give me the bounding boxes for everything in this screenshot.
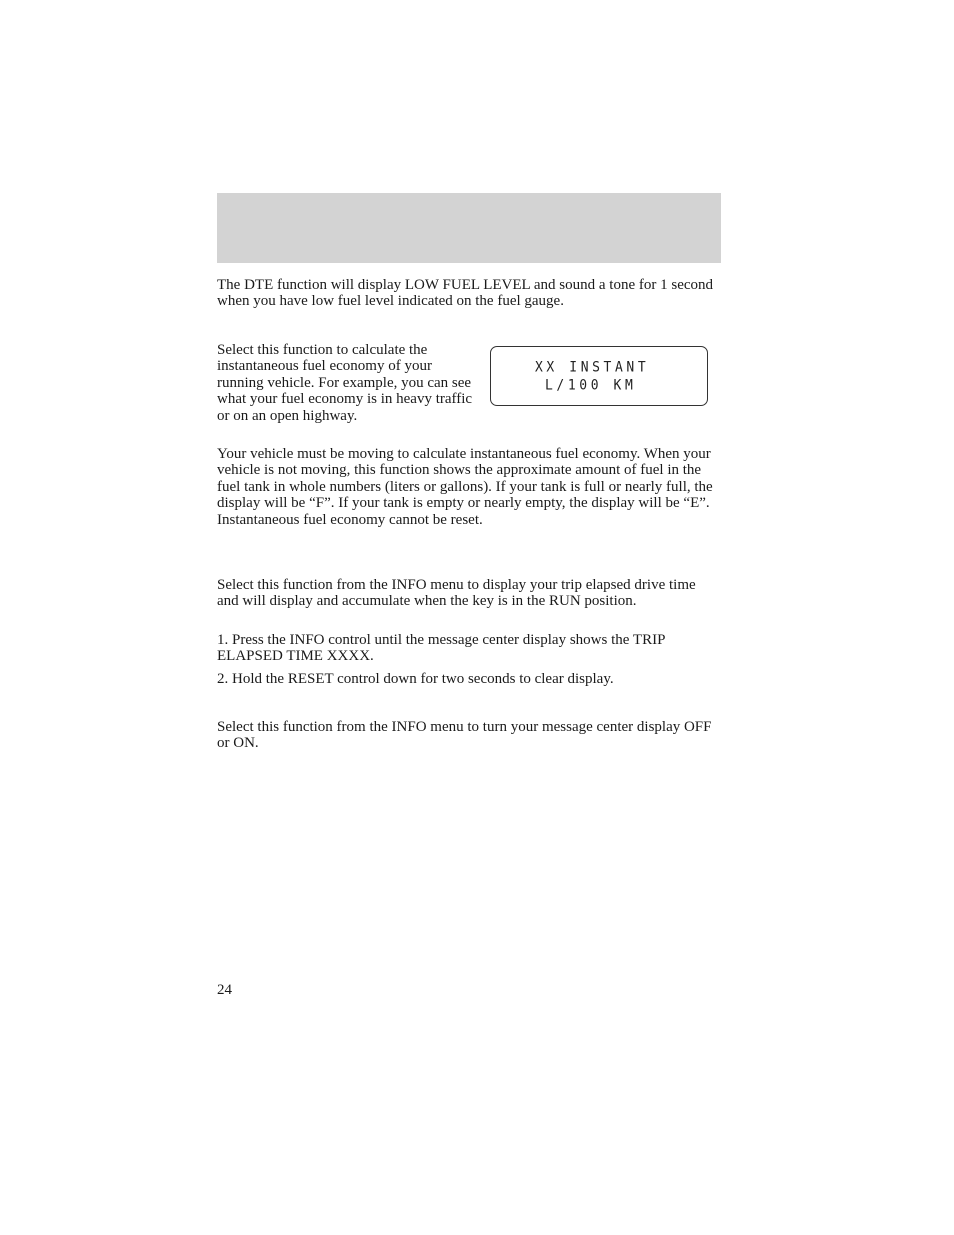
display-on-off-paragraph: Select this function from the INFO menu to turn your message center display OFF or ON. bbox=[217, 719, 712, 752]
lcd-line-1: XX INSTANT bbox=[535, 359, 650, 376]
instant-fuel-economy-intro: Select this function to calculate the instantaneous fuel economy of your running vehicle. For example, you can see what your fuel economy is in heavy traffic or on an open highway. bbox=[217, 342, 473, 424]
instant-fuel-economy-detail: Your vehicle must be moving to calculate instantaneous fuel economy. When your vehicle is not moving, this function shows the approximate amount of fuel in the fuel tank in whole numbers (liters or gallons). If your tank is full or nearly full, the display will be “F”. If your tank is empty or nearly empty, the display will be “E”. Instantaneous fuel economy cannot be reset. bbox=[217, 446, 713, 528]
page-number: 24 bbox=[217, 982, 232, 998]
trip-elapsed-step-2: 2. Hold the RESET control down for two seconds to clear display. bbox=[217, 671, 614, 687]
trip-elapsed-step-1: 1. Press the INFO control until the message center display shows the TRIP ELAPSED TIME XXXX. bbox=[217, 632, 665, 665]
trip-elapsed-intro: Select this function from the INFO menu to display your trip elapsed drive time and will display and accumulate when the key is in the RUN position. bbox=[217, 577, 696, 610]
message-center-lcd-display bbox=[490, 346, 708, 406]
lcd-line-2: L/100 KM bbox=[545, 377, 637, 394]
dte-low-fuel-paragraph: The DTE function will display LOW FUEL LEVEL and sound a tone for 1 second when you have low fuel level indicated on the fuel gauge. bbox=[217, 277, 714, 310]
section-header-band bbox=[217, 193, 721, 263]
